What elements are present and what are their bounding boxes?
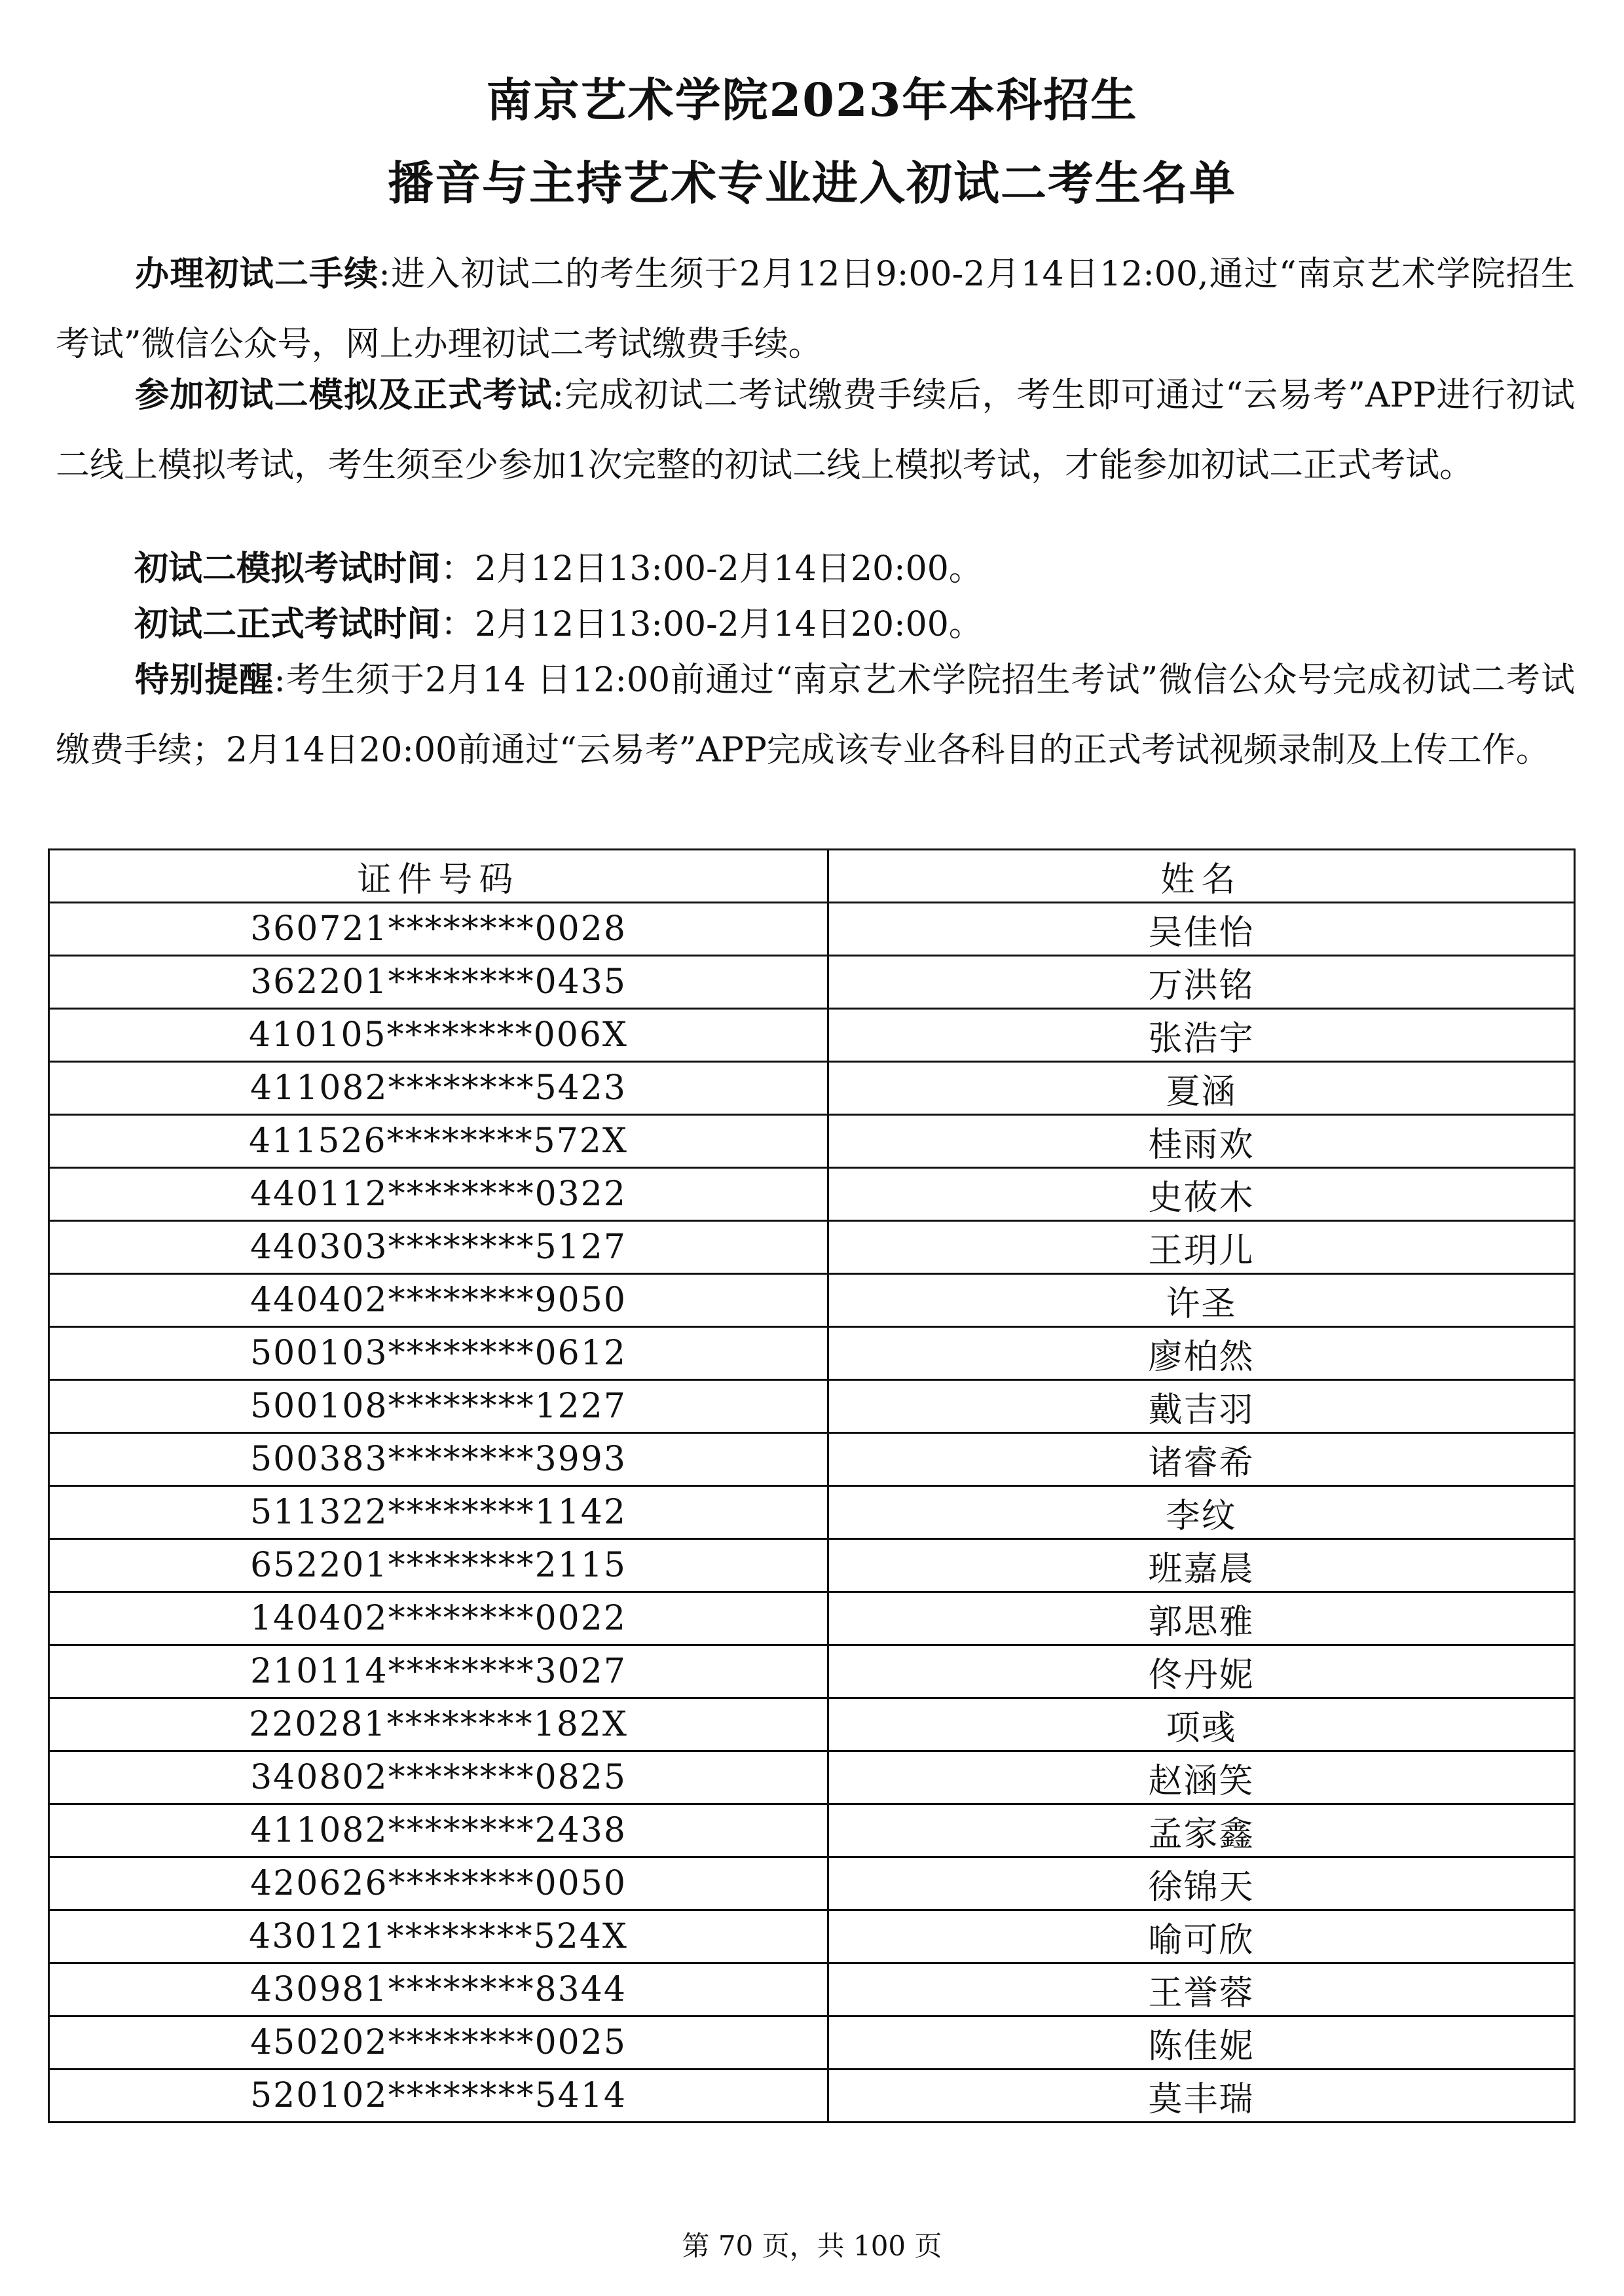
name-header xyxy=(828,850,1575,903)
id-number-cell: 500108********1227 xyxy=(49,1380,828,1433)
table-row xyxy=(49,1592,1575,1645)
notice-mock-time-text: ：2月12日13:00-2月14日20:00。 xyxy=(441,549,983,589)
id-number-cell: 500103********0612 xyxy=(49,1327,828,1380)
table-row xyxy=(49,903,1575,956)
name-cell: 吴佳怡 xyxy=(828,903,1575,956)
table-row xyxy=(49,1221,1575,1274)
name-cell: 诸睿希 xyxy=(828,1433,1575,1486)
id-number-cell: 430121********524X xyxy=(49,1910,828,1963)
table-row xyxy=(49,1115,1575,1168)
notice-reminder-text: :考生须于2月14 日12:00前通过“南京艺术学院招生考试”微信公众号完成初试二考试缴费手续；2月14日20:00前通过“云易考”APP完成该专业各科目的正式考试视频录制及上传工作。 xyxy=(56,661,1575,770)
id-number-cell: 210114********3027 xyxy=(49,1645,828,1698)
table-row xyxy=(49,1327,1575,1380)
id-number-cell: 411082********2438 xyxy=(49,1804,828,1857)
notice-mock-time-lead: 初试二模拟考试时间 xyxy=(134,549,441,589)
name-cell: 班嘉晨 xyxy=(828,1539,1575,1592)
name-cell: 陈佳妮 xyxy=(828,2016,1575,2069)
id-number-cell: 411082********5423 xyxy=(49,1062,828,1115)
id-number-cell: 220281********182X xyxy=(49,1698,828,1751)
name-cell: 孟家鑫 xyxy=(828,1804,1575,1857)
name-header-label: 姓名 xyxy=(1160,860,1242,900)
name-cell: 项彧 xyxy=(828,1698,1575,1751)
name-cell: 郭思雅 xyxy=(828,1592,1575,1645)
page-title-line-1: 南京艺术学院2023年本科招生 xyxy=(486,73,1138,127)
id-number-cell: 340802********0825 xyxy=(49,1751,828,1804)
id-number-cell: 360721********0028 xyxy=(49,903,828,956)
table-row xyxy=(49,1062,1575,1115)
name-cell: 佟丹妮 xyxy=(828,1645,1575,1698)
name-cell: 李纹 xyxy=(828,1486,1575,1539)
table-row xyxy=(49,1645,1575,1698)
name-cell: 莫丰瑞 xyxy=(828,2069,1575,2123)
id-number-cell: 430981********8344 xyxy=(49,1963,828,2016)
name-cell: 桂雨欢 xyxy=(828,1115,1575,1168)
name-cell: 赵涵笑 xyxy=(828,1751,1575,1804)
table-row xyxy=(49,1009,1575,1062)
notice-procedure xyxy=(56,239,1575,380)
id-number-cell: 411526********572X xyxy=(49,1115,828,1168)
table-row xyxy=(49,1804,1575,1857)
table-header-row xyxy=(49,850,1575,903)
id-number-cell: 520102********5414 xyxy=(49,2069,828,2123)
table-row xyxy=(49,2069,1575,2123)
page-title-line-2: 播音与主持艺术专业进入初试二考生名单 xyxy=(388,156,1236,210)
table-row xyxy=(49,1963,1575,2016)
name-cell: 夏涵 xyxy=(828,1062,1575,1115)
id-number-cell: 440303********5127 xyxy=(49,1221,828,1274)
table-row xyxy=(49,1433,1575,1486)
table-row xyxy=(49,956,1575,1009)
id-number-cell: 410105********006X xyxy=(49,1009,828,1062)
name-cell: 史莜木 xyxy=(828,1168,1575,1221)
name-cell: 廖柏然 xyxy=(828,1327,1575,1380)
id-number-cell: 652201********2115 xyxy=(49,1539,828,1592)
name-cell: 徐锦天 xyxy=(828,1857,1575,1910)
notice-procedure-lead: 办理初试二手续 xyxy=(134,254,379,294)
table-row xyxy=(49,1168,1575,1221)
id-number-cell: 440402********9050 xyxy=(49,1274,828,1327)
id-number-cell: 440112********0322 xyxy=(49,1168,828,1221)
table-row xyxy=(49,1857,1575,1910)
table-row xyxy=(49,2016,1575,2069)
notice-exam-lead: 参加初试二模拟及正式考试 xyxy=(134,375,553,415)
table-row xyxy=(49,1698,1575,1751)
name-cell: 王玥儿 xyxy=(828,1221,1575,1274)
table-row xyxy=(49,1380,1575,1433)
page-number: 第 70 页，共 100 页 xyxy=(682,2230,942,2262)
name-cell: 戴吉羽 xyxy=(828,1380,1575,1433)
id-number-cell: 362201********0435 xyxy=(49,956,828,1009)
table-row xyxy=(49,1274,1575,1327)
name-cell: 张浩宇 xyxy=(828,1009,1575,1062)
notice-formal-time-lead: 初试二正式考试时间 xyxy=(134,604,441,644)
name-cell: 许圣 xyxy=(828,1274,1575,1327)
candidate-table-body xyxy=(49,903,1575,2123)
notice-exam xyxy=(56,360,1575,501)
id-number-cell: 511322********1142 xyxy=(49,1486,828,1539)
id-number-cell: 140402********0022 xyxy=(49,1592,828,1645)
notice-reminder-lead: 特别提醒 xyxy=(134,660,274,700)
notice-reminder xyxy=(56,645,1575,786)
notice-exam-text: :完成初试二考试缴费手续后，考生即可通过“云易考”APP进行初试二线上模拟考试，考生须至少参加1次完整的初试二线上模拟考试，才能参加初试二正式考试。 xyxy=(56,376,1575,485)
name-cell: 王誉蓉 xyxy=(828,1963,1575,2016)
table-row xyxy=(49,1486,1575,1539)
name-cell: 喻可欣 xyxy=(828,1910,1575,1963)
table-row xyxy=(49,1910,1575,1963)
id-number-header xyxy=(49,850,828,903)
id-number-cell: 500383********3993 xyxy=(49,1433,828,1486)
id-number-cell: 450202********0025 xyxy=(49,2016,828,2069)
candidate-table xyxy=(48,848,1576,2123)
table-row xyxy=(49,1751,1575,1804)
id-number-header-label: 证件号码 xyxy=(357,860,520,900)
name-cell: 万洪铭 xyxy=(828,956,1575,1009)
table-row xyxy=(49,1539,1575,1592)
notice-procedure-text: :进入初试二的考生须于2月12日9:00-2月14日12:00,通过“南京艺术学院招生考试”微信公众号，网上办理初试二考试缴费手续。 xyxy=(56,255,1575,364)
notice-formal-time-text: ：2月12日13:00-2月14日20:00。 xyxy=(441,605,983,644)
id-number-cell: 420626********0050 xyxy=(49,1857,828,1910)
